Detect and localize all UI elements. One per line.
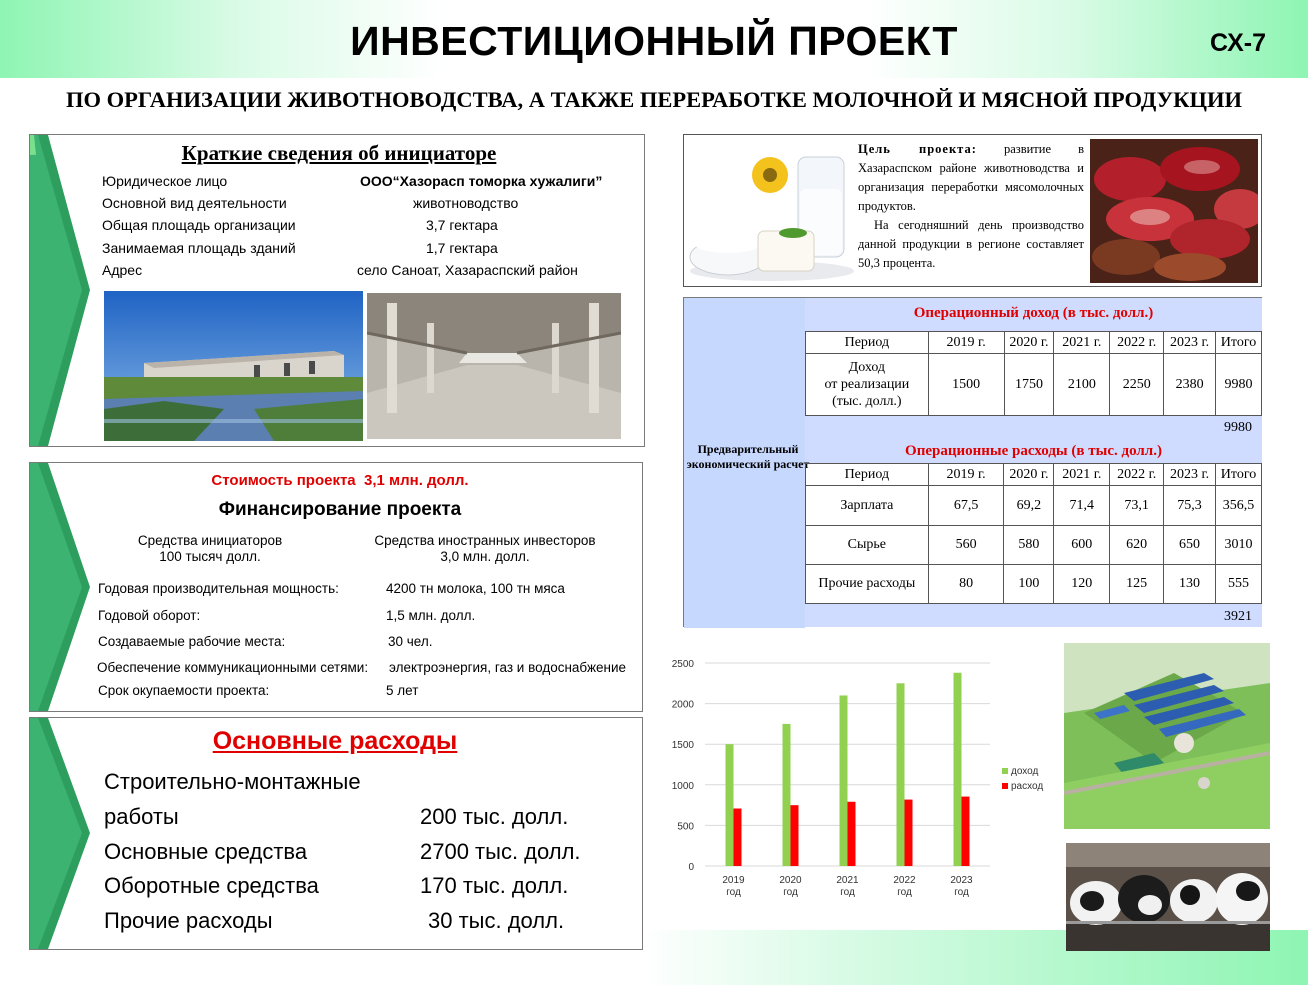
expense-cell: 67,5 — [928, 486, 1004, 526]
expense-cell: 71,4 — [1054, 486, 1110, 526]
chart-x-tick-label: год — [840, 887, 855, 898]
expense-row — [806, 526, 1262, 565]
income-header-cell: 2020 г. — [1004, 332, 1054, 354]
chart-y-tick-label: 0 — [688, 862, 694, 873]
chart-bar-доход — [726, 744, 734, 866]
expense-value-works: 200 тыс. долл. — [420, 804, 569, 829]
expense-row-label: Сырье — [806, 526, 929, 565]
barn-interior-photo — [367, 293, 621, 439]
foreign-funds-value: 3,0 млн. долл. — [440, 549, 530, 564]
expense-header-cell: Период — [806, 464, 929, 486]
expense-cell: 600 — [1054, 526, 1110, 565]
info-label-legal: Юридическое лицо — [102, 173, 228, 189]
income-row-label: Доход от реализации (тыс. долл.) — [806, 354, 929, 416]
chart-bar-расход — [962, 797, 970, 866]
capacity-value: 4200 тн молока, 100 тн мяса — [386, 581, 565, 596]
info-label-area: Общая площадь организации — [102, 217, 296, 233]
info-label-activity: Основной вид деятельности — [102, 195, 287, 211]
project-cost: Стоимость проекта 3,1 млн. долл. — [211, 472, 469, 489]
expense-cell: 69,2 — [1004, 486, 1054, 526]
expense-label-other: Прочие расходы — [104, 908, 273, 933]
expense-cell: 580 — [1004, 526, 1054, 565]
income-cell: 2250 — [1110, 354, 1164, 416]
expense-header-cell: 2023 г. — [1164, 464, 1216, 486]
expense-cell: 120 — [1054, 565, 1110, 604]
chart-bar-расход — [905, 800, 913, 866]
expense-row-label: Зарплата — [806, 486, 929, 526]
expense-cell: 620 — [1110, 526, 1164, 565]
expense-cell: 80 — [928, 565, 1004, 604]
goal-description: развитие в Хазараспском районе животноводства и организация переработки мясомолочных продуктов. — [858, 142, 1084, 213]
turnover-label: Годовой оборот: — [98, 608, 201, 623]
goal-panel — [683, 134, 1262, 287]
economics-side-label: Предварительный экономический расчет — [686, 442, 810, 471]
expense-cell: 125 — [1110, 565, 1164, 604]
expenses-title: Основные расходы — [212, 727, 458, 755]
income-row — [806, 354, 1262, 416]
expense-value-fixed-assets: 2700 тыс. долл. — [420, 839, 581, 864]
chart-bar-доход — [840, 695, 848, 866]
cows-photo — [1066, 843, 1270, 951]
expense-label-fixed-assets: Основные средства — [104, 839, 308, 864]
expense-label-working-capital: Оборотные средства — [104, 873, 319, 898]
financing-title: Финансирование проекта — [218, 499, 462, 520]
expense-line-construction: Строительно-монтажные — [104, 769, 361, 794]
expense-cell: 3010 — [1216, 526, 1262, 565]
income-header-cell: 2022 г. — [1110, 332, 1164, 354]
expense-row — [806, 565, 1262, 604]
income-expense-chart — [660, 648, 1060, 908]
chart-y-tick-label: 1000 — [671, 780, 694, 792]
expense-cell: 560 — [928, 526, 1004, 565]
income-header-cell: Период — [806, 332, 929, 354]
expense-cell: 75,3 — [1164, 486, 1216, 526]
chart-bar-расход — [734, 809, 742, 866]
expense-cell: 356,5 — [1216, 486, 1262, 526]
income-total: 9980 — [1224, 420, 1252, 435]
info-value-buildings: 1,7 гектара — [426, 240, 498, 256]
income-header-cell: 2021 г. — [1054, 332, 1110, 354]
expense-cell: 130 — [1164, 565, 1216, 604]
green-chevron-icon — [30, 718, 92, 949]
expense-value-working-capital: 170 тыс. долл. — [420, 873, 569, 898]
initiator-title: Краткие сведения об инициаторе — [181, 141, 497, 165]
chart-bar-расход — [791, 805, 799, 866]
chart-x-tick-label: 2020 — [779, 875, 802, 886]
chart-legend-swatch — [1002, 783, 1008, 789]
meat-products-image — [1090, 139, 1258, 283]
chart-x-tick-label: 2022 — [893, 875, 916, 886]
expense-header-cell: 2022 г. — [1110, 464, 1164, 486]
own-funds-value: 100 тысяч долл. — [159, 549, 261, 564]
chart-legend-swatch — [1002, 768, 1008, 774]
expense-header-cell: 2020 г. — [1004, 464, 1054, 486]
expense-cell: 73,1 — [1110, 486, 1164, 526]
chart-bar-доход — [783, 724, 791, 866]
income-title: Операционный доход (в тыс. долл.) — [913, 305, 1154, 321]
info-label-address: Адрес — [102, 262, 143, 278]
chart-bar-доход — [897, 683, 905, 866]
capacity-label: Годовая производительная мощность: — [98, 581, 339, 596]
goal-status: На сегодняшний день производство данной продукции в регионе составляет 50,3 процента. — [858, 218, 1084, 270]
expense-table — [805, 463, 1262, 604]
expense-row-label: Прочие расходы — [806, 565, 929, 604]
income-cell: 1500 — [928, 354, 1004, 416]
chart-y-tick-label: 500 — [677, 821, 694, 833]
farm-exterior-photo — [104, 291, 363, 441]
chart-bar-расход — [848, 802, 856, 866]
info-value-activity: животноводство — [413, 195, 519, 211]
utilities-label: Обеспечение коммуникационными сетями: — [97, 660, 369, 675]
income-header-cell: 2019 г. — [928, 332, 1004, 354]
income-header-cell: Итого — [1216, 332, 1262, 354]
chart-x-tick-label: год — [783, 887, 798, 898]
foreign-funds-label: Средства иностранных инвесторов — [374, 533, 596, 548]
expense-total: 3921 — [1224, 609, 1252, 624]
goal-heading: Цель проекта: — [858, 142, 977, 156]
expense-header-cell: 2019 г. — [928, 464, 1004, 486]
initiator-panel — [29, 134, 645, 447]
info-value-area: 3,7 гектара — [426, 217, 498, 233]
expense-cell: 650 — [1164, 526, 1216, 565]
financing-panel — [29, 462, 643, 712]
info-value-legal: ООО“Хазорасп томорка хужалиги” — [360, 173, 603, 189]
chart-y-tick-label: 1500 — [671, 740, 694, 752]
chart-x-tick-label: год — [726, 887, 741, 898]
chart-legend-label: расход — [1011, 781, 1044, 792]
payback-label: Срок окупаемости проекта: — [98, 683, 270, 698]
info-value-address: село Саноат, Хазараспский район — [357, 262, 578, 278]
chart-x-tick-label: 2021 — [836, 875, 859, 886]
expense-value-other: 30 тыс. долл. — [428, 908, 565, 933]
chart-y-tick-label: 2500 — [671, 659, 694, 670]
income-table — [805, 331, 1262, 416]
jobs-value: 30 чел. — [388, 634, 433, 649]
green-chevron-icon — [30, 463, 92, 711]
income-cell: 9980 — [1216, 354, 1262, 416]
utilities-value: электроэнергия, газ и водоснабжение — [389, 660, 627, 675]
expense-cell: 100 — [1004, 565, 1054, 604]
chart-x-tick-label: год — [897, 887, 912, 898]
expense-cell: 555 — [1216, 565, 1262, 604]
expense-label-works: работы — [104, 804, 179, 829]
chart-x-tick-label: 2023 — [950, 875, 973, 886]
info-label-buildings: Занимаемая площадь зданий — [102, 240, 296, 256]
chart-y-tick-label: 2000 — [671, 699, 694, 711]
expense-header-row — [806, 464, 1262, 486]
expense-header-cell: 2021 г. — [1054, 464, 1110, 486]
payback-value: 5 лет — [386, 683, 419, 698]
income-cell: 2380 — [1164, 354, 1216, 416]
own-funds-label: Средства инициаторов — [137, 533, 283, 548]
project-code: СХ-7 — [1210, 29, 1267, 57]
jobs-label: Создаваемые рабочие места: — [98, 634, 286, 649]
page-title: ИНВЕСТИЦИОННЫЙ ПРОЕКТ — [350, 18, 958, 64]
expense-row — [806, 486, 1262, 526]
expense-header-cell: Итого — [1216, 464, 1262, 486]
page-subtitle: ПО ОРГАНИЗАЦИИ ЖИВОТНОВОДСТВА, А ТАКЖЕ ПЕРЕРАБОТКЕ МОЛОЧНОЙ И МЯСНОЙ ПРОДУКЦИИ — [65, 87, 1242, 112]
dairy-products-image — [688, 139, 856, 283]
goal-text — [858, 140, 1084, 273]
chart-legend-label: доход — [1011, 766, 1039, 777]
farm-complex-render — [1064, 643, 1270, 829]
chart-x-tick-label: 2019 — [722, 875, 745, 886]
income-cell: 1750 — [1004, 354, 1054, 416]
green-chevron-icon — [30, 135, 92, 446]
economics-panel — [683, 297, 1262, 627]
income-header-cell: 2023 г. — [1164, 332, 1216, 354]
turnover-value: 1,5 млн. долл. — [386, 608, 476, 623]
chart-bar-доход — [954, 673, 962, 866]
expense-title: Операционные расходы (в тыс. долл.) — [905, 443, 1162, 459]
expenses-panel — [29, 717, 643, 950]
chart-x-tick-label: год — [954, 887, 969, 898]
income-header-row — [806, 332, 1262, 354]
income-cell: 2100 — [1054, 354, 1110, 416]
